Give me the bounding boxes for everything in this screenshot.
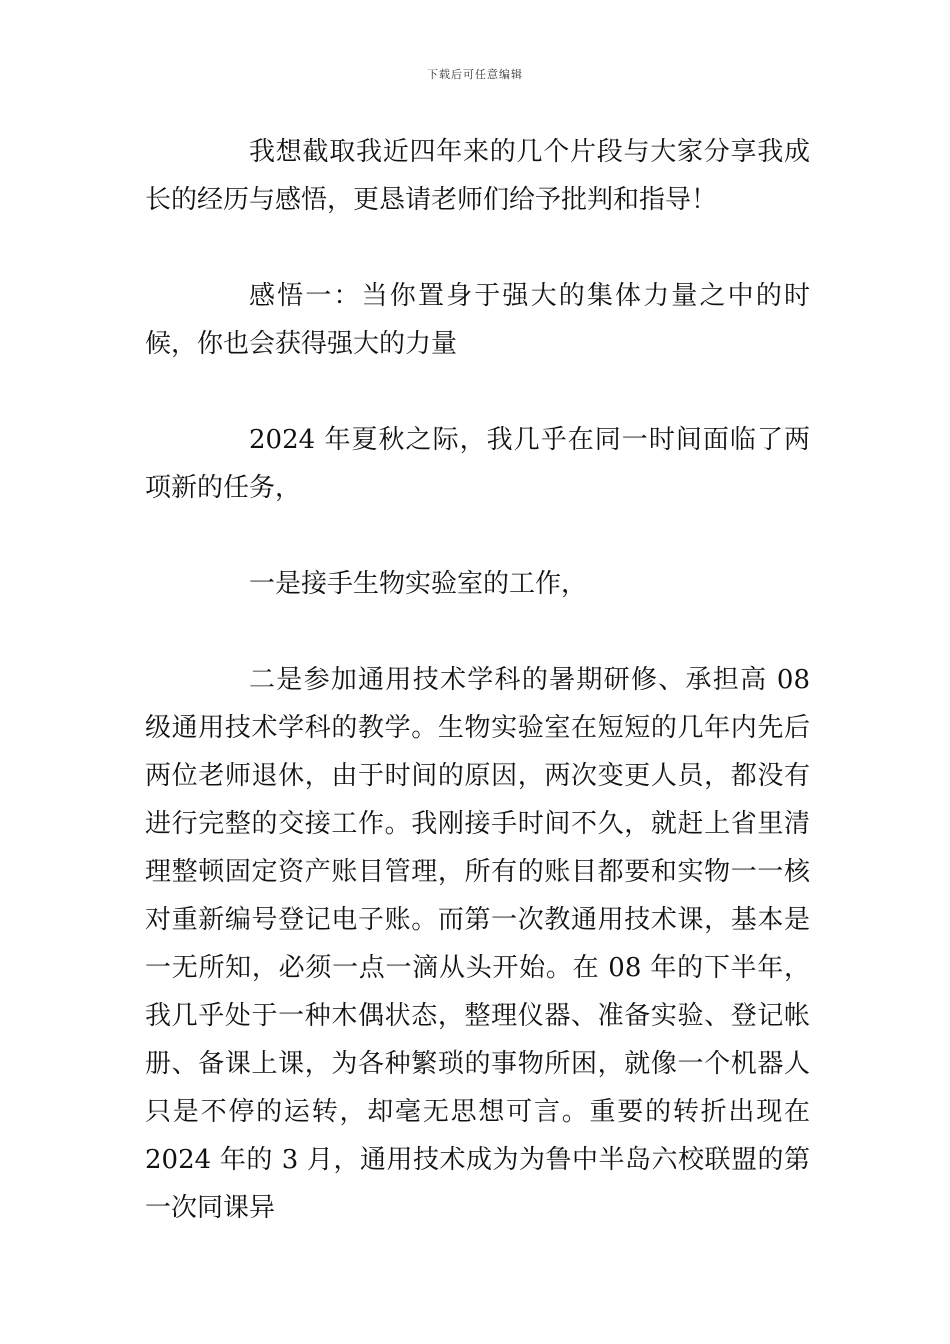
page-header: 下载后可任意编辑 xyxy=(427,68,523,81)
paragraph-intro: 我想截取我近四年来的几个片段与大家分享我成长的经历与感悟，更恳请老师们给予批判和指导！ xyxy=(145,137,810,215)
paragraph-insight-one-heading: 感悟一：当你置身于强大的集体力量之中的时候，你也会获得强大的力量 xyxy=(145,281,810,359)
paragraph-task-one: 一是接手生物实验室的工作， xyxy=(249,569,588,599)
document-body xyxy=(145,128,810,1232)
paragraph-new-tasks: 2024 年夏秋之际，我几乎在同一时间面临了两项新的任务， xyxy=(145,425,810,503)
paragraph-task-two: 二是参加通用技术学科的暑期研修、承担高 08 级通用技术学科的教学。生物实验室在短短的几年内先后两位老师退休，由于时间的原因，两次变更人员，都没有进行完整的交接工作。我刚接手时间不久，就赶上省里清理整顿固定资产账目管理，所有的账目都要和实物一一核对重新编号登记电子账。而第一次教通用技术课，基本是一无所知，必须一点一滴从头开始。在 08 年的下半年，我几乎处于一种木偶状态，整理仪器、准备实验、登记帐册、备课上课，为各种繁琐的事物所困，就像一个机器人只是不停的运转，却毫无思想可言。重要的转折出现在 2024 年的 3 月，通用技术成为为鲁中半岛六校联盟的第一次同课异 xyxy=(145,665,810,1223)
